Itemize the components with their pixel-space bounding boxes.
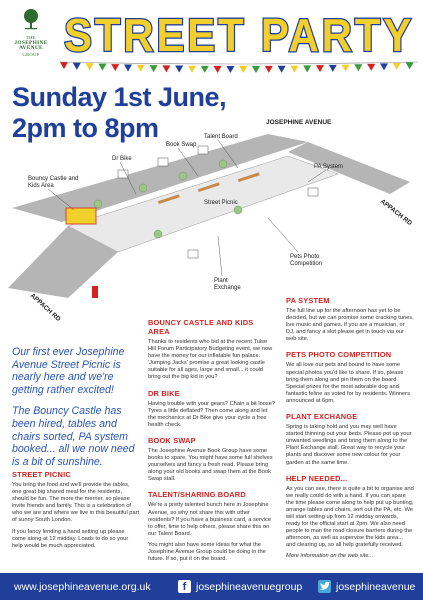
book-swap-text: The Josephine Avenue Book Group have some books to spare. You might have some full shelves yourselves and fancy a fresh read. Please bring along your old books and swap them at the Book Swap stall. — [148, 447, 273, 483]
bunting-flag — [367, 64, 375, 71]
logo-line-4: GROUP — [22, 51, 40, 57]
bunting-flag — [98, 64, 106, 71]
bunting-flag — [278, 66, 286, 73]
column-3 — [286, 296, 414, 565]
bouncy-castle-text: Thanks to residents who bid at the recent Tulse Hill Forum Participatory Budgeting event, we now have the money for our inflatable fun palace. 'Jumping Jacks' promise a great looking castle suitable for all ages, large and small... it could bring out the big kid in you? — [148, 339, 273, 381]
footer-bar — [0, 573, 423, 600]
bunting-flag — [239, 66, 247, 73]
intro-text — [12, 346, 138, 477]
bunting-decoration — [60, 60, 418, 74]
bunting-flag — [393, 63, 401, 70]
label-plant-exchange: Plant — [214, 278, 228, 284]
tree-2 — [139, 184, 147, 192]
twitter-icon[interactable] — [318, 580, 331, 593]
bunting-flag — [316, 65, 324, 72]
logo-line-3: AVENUE — [19, 45, 43, 52]
bunting-flag — [137, 65, 145, 72]
heading-dr-bike: DR BIKE — [148, 388, 180, 398]
bunting-flag — [111, 64, 119, 71]
bunting-flag — [60, 62, 68, 69]
label-pets-photo-2: Competition — [290, 261, 323, 267]
house-5 — [188, 250, 198, 258]
bunting-flag — [290, 66, 298, 73]
label-pets-photo: Pets Photo — [290, 254, 320, 260]
bunting-flag — [303, 65, 311, 72]
tree-3 — [179, 172, 187, 180]
label-dr-bike: Dr Bike — [112, 156, 132, 162]
house-3 — [198, 146, 208, 154]
label-plant-exchange-2: Exchange — [214, 285, 241, 291]
heading-street-picnic: STREET PICNIC — [12, 470, 71, 479]
label-book-swap: Book Swap — [166, 142, 197, 148]
tree-6 — [234, 206, 242, 214]
tree-5 — [154, 230, 162, 238]
bunting-flag — [162, 65, 170, 72]
bunting-flag — [406, 62, 414, 69]
bunting-flag — [329, 65, 337, 72]
more-info-text: More information on the web site... — [286, 553, 374, 560]
pa-system-text: The full line up for the afternoon has yet to be decided, but we can promise some cracking tunes, live music and games. If you are a musician, or DJ, and fancy a slot please get in touch via our web site. — [286, 308, 414, 343]
talent-board-text-2: You might also have some ideas for what the Josephine Avenue Group could be doing in the future. If so, put it on the board. — [148, 541, 266, 563]
help-needed-text: As you can see, there is quite a bit to organise and we really could do with a hand. If you can spare the time please come along to help put up bunting, arrange tables and chairs, sort out the PA, etc. We will start setting up from 12 midday onwards, ready for the official start at 2pm. We also need people to man the road closure barriers during the afternoon, as well as supervise the kids area... and clearing up, so all help gratefully received. — [286, 485, 414, 549]
heading-help-needed: HELP NEEDED... — [286, 473, 348, 483]
street-picnic-text-2: If you fancy lending a hand setting up please come along at 12 midday. Loads to do so your help would be much appreciated. — [12, 528, 129, 549]
twitter-link[interactable]: josephineavenue — [336, 581, 416, 593]
heading-book-swap: BOOK SWAP — [148, 435, 196, 445]
tree-1 — [94, 200, 102, 208]
house-4 — [308, 188, 318, 196]
logo-line-1: THE — [26, 35, 36, 40]
page-title — [60, 6, 418, 62]
road-label-appach-left: APPACH RD — [28, 292, 62, 324]
bunting-flag — [201, 66, 209, 73]
dr-bike-text: Having trouble with your gears? Chain a bit loose? Tyres a little deflated? Then come along and let the mechanics at Dr Bike give your cycle a free health check. — [148, 400, 276, 428]
title-text: STREET PARTY — [64, 9, 414, 61]
bunting-flag — [214, 66, 222, 73]
road-label-josephine: JOSEPHINE AVENUE — [266, 119, 332, 126]
bunting-flag — [86, 63, 94, 70]
talent-board-text-1: We're a pretty talented bunch here in Josephine Avenue, so why not share this with other residents? If you have a business card, a service to offer, time to help others, please share this on our Talent Board. — [148, 502, 271, 537]
house-1 — [118, 170, 128, 178]
label-pa-system: PA System — [314, 164, 343, 170]
heading-plant-exchange: PLANT EXCHANGE — [286, 412, 358, 422]
label-talent-board: Talent Board — [204, 134, 238, 140]
column-1 — [12, 470, 140, 554]
bunting-flag — [188, 66, 196, 73]
facebook-link[interactable]: josephineavenuegroup — [196, 581, 303, 593]
event-date-time: 2pm to 8pm — [12, 113, 159, 143]
tree-icon — [20, 8, 42, 30]
plant-exchange-text: Spring is taking hold and you may well have started thinning out your beds. Please pot up your unwanted seedlings and bring them along to the Plant Exchange stall. Great way to recycle your plants and discover some new colour for your garden at the same time. — [286, 424, 412, 466]
bunting-flag — [150, 65, 158, 72]
event-date-day: Sunday 1st June, — [12, 82, 227, 112]
heading-talent-board: TALENT/SHARING BOARD — [148, 490, 246, 500]
label-bouncy-castle: Bouncy Castle and — [28, 176, 79, 182]
bunting-flag — [73, 63, 81, 70]
bouncy-castle-marker — [66, 208, 96, 224]
intro-paragraph-1: Our first ever Josephine Avenue Street Picnic is nearly here and we're getting rather excited! — [12, 346, 125, 396]
heading-pa-system: PA SYSTEM — [286, 296, 330, 305]
bunting-flag — [226, 66, 234, 73]
bunting-flag — [380, 63, 388, 70]
heading-pets-photo: PETS PHOTO COMPETITION — [286, 350, 392, 360]
bunting-flag — [252, 66, 260, 73]
house-2 — [158, 158, 168, 166]
leader-plant — [218, 236, 222, 276]
bunting-flag — [354, 64, 362, 71]
road-label-appach-right: APPACH RD — [378, 198, 414, 228]
leader-pets — [268, 218, 298, 252]
group-logo — [6, 8, 56, 57]
logo-line-2: JOSEPHINE — [14, 39, 48, 46]
pets-photo-text: We all love our pets and bound to have some special photos you'd like to share. If so, please bring them along and pin them on the board. Special prizes for the most adorable dog and fantastic feline as voted for by residents. Winners announced at 6pm. — [286, 362, 410, 404]
facebook-icon[interactable]: f — [178, 580, 191, 593]
street-picnic-text-1: You bring the food and we'll provide the tables, one great big shared meal for the residents, should be fun. The more the merrier, so please invite friends and family. This is a celebration of who we are and where we live in this beautiful part of sunny South London. — [12, 482, 140, 524]
website-link[interactable]: www.josephineavenue.org.uk — [14, 581, 151, 593]
bunting-flag — [342, 65, 350, 72]
street-map — [8, 118, 418, 324]
heading-bouncy-castle: BOUNCY CASTLE AND KIDS AREA — [148, 318, 254, 336]
bunting-flag — [175, 66, 183, 73]
label-bouncy-castle-2: Kids Area — [28, 183, 54, 189]
bunting-flag — [124, 64, 132, 71]
label-street-picnic: Street Picnic — [204, 200, 238, 206]
column-2 — [148, 296, 276, 567]
bunting-flag — [265, 66, 273, 73]
tree-4 — [219, 160, 227, 168]
intro-paragraph-2: The Bouncy Castle has been hired, tables and chairs sorted, PA system booked... all we now need is a bit of sunshine. — [12, 405, 135, 468]
phone-box-icon — [92, 286, 98, 298]
